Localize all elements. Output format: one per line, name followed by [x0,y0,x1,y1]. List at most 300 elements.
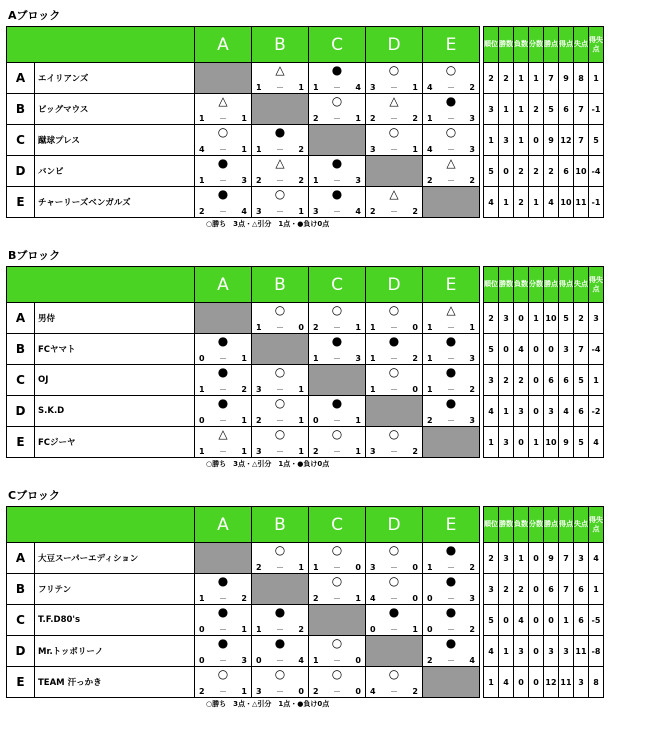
score-for: 2 [427,656,433,665]
score-against: 0 [298,323,304,332]
match-score [309,114,365,124]
match-score [366,83,422,93]
self-match-cell [366,156,423,187]
team-name: T.F.D80's [35,605,195,636]
score-dash: － [447,114,455,123]
self-match-cell [309,125,366,156]
result-mark-icon: ○ [445,63,457,77]
score-against: 1 [241,625,247,634]
stat-value: 6 [559,94,574,125]
result-mark-icon: ● [331,187,343,201]
score-against: 1 [241,447,247,456]
match-score [195,354,251,364]
match-score [366,323,422,333]
score-for: 2 [256,416,262,425]
stat-value: 11 [559,667,574,698]
match-score [366,563,422,573]
match-score [423,625,479,635]
stat-value: 3 [499,427,514,458]
result-mark-icon: ● [274,636,286,650]
stat-value: 2 [529,156,544,187]
result-mark-icon: △ [218,94,228,108]
score-for: 3 [256,447,262,456]
score-for: 1 [199,385,205,394]
score-for: 3 [256,687,262,696]
stat-value: 1 [529,187,544,218]
score-dash: － [219,114,227,123]
score-for: 1 [199,114,205,123]
score-for: 4 [370,594,376,603]
table-row [7,667,604,698]
stat-value: 3 [499,125,514,156]
stat-value: 2 [544,156,559,187]
score-dash: － [390,563,398,572]
result-mark-icon: ● [445,543,457,557]
score-against: 3 [469,594,475,603]
match-score [366,354,422,364]
stat-value: 3 [484,365,499,396]
stat-value: 4 [559,396,574,427]
standings-table [6,266,604,458]
score-dash: － [333,416,341,425]
score-for: 2 [313,447,319,456]
block-title: Cブロック [8,489,60,502]
stat-value: 4 [514,334,529,365]
result-mark-icon: ● [217,156,229,170]
stat-value: 4 [514,605,529,636]
match-score [309,83,365,93]
score-against: 1 [355,447,361,456]
score-dash: － [390,323,398,332]
stat-value: 3 [544,396,559,427]
score-against: 2 [241,385,247,394]
team-name: S.K.D [35,396,195,427]
result-mark-icon: △ [218,427,228,441]
result-mark-icon: ● [331,334,343,348]
score-for: 1 [427,385,433,394]
stat-value: 5 [484,605,499,636]
row-key: C [7,365,35,396]
score-for: 1 [427,323,433,332]
stat-value: 0 [514,667,529,698]
row-key: D [7,396,35,427]
score-dash: － [390,594,398,603]
result-mark-icon: ● [445,334,457,348]
team-name: 大豆スーパーエディション [35,543,195,574]
result-mark-icon: ● [217,396,229,410]
score-for: 3 [370,83,376,92]
score-for: 3 [256,207,262,216]
match-score [366,207,422,217]
match-result-cell [195,636,252,667]
score-against: 1 [298,416,304,425]
stat-header: 得失点 [589,267,604,303]
result-mark-icon: ● [217,334,229,348]
stat-value: 0 [529,365,544,396]
stat-value: 10 [559,187,574,218]
row-key: C [7,605,35,636]
result-mark-icon: ○ [274,396,286,410]
column-header: C [309,27,366,63]
match-result-cell [195,156,252,187]
stat-value: 2 [484,303,499,334]
stat-value: 3 [514,396,529,427]
table-row [7,574,604,605]
stat-value: 3 [574,543,589,574]
score-for: 1 [199,447,205,456]
match-score [366,385,422,395]
stat-value: 0 [499,156,514,187]
stat-value: 10 [544,427,559,458]
column-header: D [366,507,423,543]
self-match-cell [423,667,480,698]
team-name: 蹴球プレス [35,125,195,156]
score-against: 4 [298,656,304,665]
score-dash: － [333,563,341,572]
result-mark-icon: ○ [217,125,229,139]
stat-value: 1 [529,303,544,334]
team-name: OJ [35,365,195,396]
stat-value: 1 [589,365,604,396]
match-score [195,416,251,426]
column-header: B [252,27,309,63]
score-dash: － [219,594,227,603]
match-score [309,176,365,186]
match-result-cell [423,636,480,667]
result-mark-icon: ○ [331,543,343,557]
table-row [7,605,604,636]
score-against: 3 [355,176,361,185]
stat-value: 5 [484,334,499,365]
result-mark-icon: ○ [388,543,400,557]
score-against: 1 [412,145,418,154]
stat-value: -1 [589,94,604,125]
match-result-cell [309,334,366,365]
stat-value: -8 [589,636,604,667]
team-name: FCジーヤ [35,427,195,458]
table-row [7,396,604,427]
table-row [7,543,604,574]
result-mark-icon: ● [445,574,457,588]
stat-header: 得失点 [589,507,604,543]
score-dash: － [219,145,227,154]
score-against: 2 [412,207,418,216]
row-key: A [7,543,35,574]
score-against: 2 [412,114,418,123]
table-row [7,303,604,334]
score-for: 2 [256,176,262,185]
result-mark-icon: ● [217,365,229,379]
stat-header: 分数 [529,27,544,63]
team-name: TEAM 汗っかき [35,667,195,698]
column-header: B [252,507,309,543]
match-score [195,145,251,155]
score-for: 1 [370,323,376,332]
table-row [7,63,604,94]
score-dash: － [390,114,398,123]
match-result-cell [366,303,423,334]
match-score [195,385,251,395]
match-result-cell [366,365,423,396]
score-dash: － [447,385,455,394]
stat-value: 7 [574,125,589,156]
stat-value: -1 [589,187,604,218]
score-against: 1 [241,354,247,363]
score-for: 1 [313,656,319,665]
match-score [423,176,479,186]
score-for: 4 [199,145,205,154]
self-match-cell [195,543,252,574]
match-score [195,207,251,217]
match-score [195,176,251,186]
table-row [7,427,604,458]
team-name: フリテン [35,574,195,605]
result-mark-icon: ● [388,334,400,348]
result-mark-icon: ○ [388,365,400,379]
score-dash: － [447,354,455,363]
stat-value: 1 [499,396,514,427]
match-result-cell [366,667,423,698]
match-result-cell [309,667,366,698]
match-score [195,594,251,604]
table-row [7,125,604,156]
score-for: 2 [313,114,319,123]
score-dash: － [276,385,284,394]
match-score [252,385,308,395]
match-score [252,416,308,426]
score-dash: － [447,594,455,603]
score-dash: － [219,416,227,425]
result-mark-icon: ● [445,605,457,619]
stat-value: 0 [499,334,514,365]
result-mark-icon: ● [331,156,343,170]
row-key: D [7,156,35,187]
result-mark-icon: ● [217,187,229,201]
stat-value: 0 [529,396,544,427]
stat-value: 4 [484,396,499,427]
score-against: 3 [469,416,475,425]
stat-value: 1 [499,636,514,667]
score-against: 0 [412,323,418,332]
result-mark-icon: ○ [388,63,400,77]
match-result-cell [366,94,423,125]
score-for: 4 [370,687,376,696]
match-result-cell [309,574,366,605]
column-header: D [366,267,423,303]
match-score [423,354,479,364]
score-dash: － [333,656,341,665]
row-key: E [7,187,35,218]
score-for: 1 [313,354,319,363]
stat-header: 勝数 [499,507,514,543]
score-for: 1 [427,354,433,363]
result-mark-icon: ○ [274,667,286,681]
score-against: 1 [298,563,304,572]
stat-value: 1 [484,125,499,156]
stat-value: 1 [484,427,499,458]
stat-value: 2 [499,365,514,396]
match-score [309,323,365,333]
result-mark-icon: ○ [388,574,400,588]
self-match-cell [423,427,480,458]
match-result-cell [366,125,423,156]
result-mark-icon: ○ [274,427,286,441]
match-result-cell [366,605,423,636]
score-for: 0 [427,625,433,634]
match-result-cell [195,94,252,125]
result-mark-icon: ○ [331,94,343,108]
result-mark-icon: ● [217,574,229,588]
score-against: 1 [298,385,304,394]
column-header: C [309,267,366,303]
match-result-cell [252,187,309,218]
result-mark-icon: ○ [388,303,400,317]
score-dash: － [219,176,227,185]
score-for: 0 [256,656,262,665]
score-for: 3 [256,385,262,394]
row-key: D [7,636,35,667]
standings-table [6,26,604,218]
stat-value: 6 [544,574,559,605]
self-match-cell [195,303,252,334]
score-dash: － [219,687,227,696]
score-against: 0 [355,563,361,572]
header-blank [7,267,195,303]
row-key: E [7,667,35,698]
score-for: 0 [199,416,205,425]
score-against: 2 [241,594,247,603]
stat-header: 得失点 [589,27,604,63]
result-mark-icon: ● [445,365,457,379]
score-dash: － [219,354,227,363]
score-for: 1 [370,354,376,363]
score-for: 1 [313,563,319,572]
stat-value: 6 [559,156,574,187]
result-mark-icon: △ [389,94,399,108]
team-name: 男侍 [35,303,195,334]
result-mark-icon: ○ [274,187,286,201]
match-score [309,207,365,217]
match-result-cell [423,125,480,156]
table-row [7,94,604,125]
stat-value: 2 [574,303,589,334]
stat-value: 11 [574,636,589,667]
result-mark-icon: ○ [217,667,229,681]
result-mark-icon: ● [331,396,343,410]
score-for: 0 [199,625,205,634]
result-mark-icon: △ [389,187,399,201]
stat-value: 2 [514,365,529,396]
result-mark-icon: ● [388,605,400,619]
match-result-cell [423,543,480,574]
score-dash: － [333,594,341,603]
match-result-cell [252,667,309,698]
score-against: 1 [241,114,247,123]
score-against: 2 [469,385,475,394]
score-for: 1 [199,176,205,185]
stat-header: 得点 [559,507,574,543]
match-score [423,114,479,124]
stat-header: 分数 [529,267,544,303]
score-dash: － [333,354,341,363]
stat-header: 失点 [574,27,589,63]
score-for: 2 [313,687,319,696]
column-header: E [423,267,480,303]
legend-note: ○勝ち 3点・△引分 1点・●負け0点 [206,700,330,708]
stat-value: 6 [574,574,589,605]
score-for: 3 [370,145,376,154]
stat-header: 得点 [559,267,574,303]
match-result-cell [423,303,480,334]
match-result-cell [195,605,252,636]
score-dash: － [276,145,284,154]
score-for: 0 [313,416,319,425]
match-score [252,625,308,635]
score-against: 4 [469,656,475,665]
result-mark-icon: ● [274,605,286,619]
match-score [366,114,422,124]
result-mark-icon: ○ [388,667,400,681]
match-result-cell [423,334,480,365]
stat-value: 1 [514,125,529,156]
result-mark-icon: ○ [274,365,286,379]
match-result-cell [309,303,366,334]
column-header: A [195,27,252,63]
score-against: 1 [241,416,247,425]
stat-value: 3 [499,543,514,574]
score-dash: － [276,687,284,696]
score-against: 3 [469,354,475,363]
score-dash: － [276,447,284,456]
match-result-cell [252,396,309,427]
stat-header: 勝数 [499,267,514,303]
score-for: 3 [370,447,376,456]
self-match-cell [195,63,252,94]
match-result-cell [252,125,309,156]
result-mark-icon: ○ [388,125,400,139]
match-result-cell [423,94,480,125]
match-score [309,656,365,666]
stat-value: 5 [559,303,574,334]
stat-value: 7 [559,543,574,574]
match-result-cell [309,63,366,94]
score-dash: － [333,114,341,123]
score-against: 4 [355,83,361,92]
result-mark-icon: ○ [331,574,343,588]
match-result-cell [423,574,480,605]
score-dash: － [219,207,227,216]
score-for: 1 [256,625,262,634]
result-mark-icon: ○ [331,667,343,681]
result-mark-icon: ● [217,605,229,619]
stat-value: 2 [499,63,514,94]
result-mark-icon: ● [274,125,286,139]
block-title: Aブロック [8,9,61,22]
stat-value: 3 [574,667,589,698]
score-against: 0 [412,385,418,394]
match-score [252,176,308,186]
result-mark-icon: ● [445,396,457,410]
stat-header: 勝点 [544,267,559,303]
self-match-cell [252,574,309,605]
stat-value: 4 [499,667,514,698]
stat-value: 12 [544,667,559,698]
score-for: 0 [427,594,433,603]
stat-value: 3 [514,636,529,667]
stat-value: 0 [529,605,544,636]
table-row [7,156,604,187]
stat-header: 負数 [514,267,529,303]
